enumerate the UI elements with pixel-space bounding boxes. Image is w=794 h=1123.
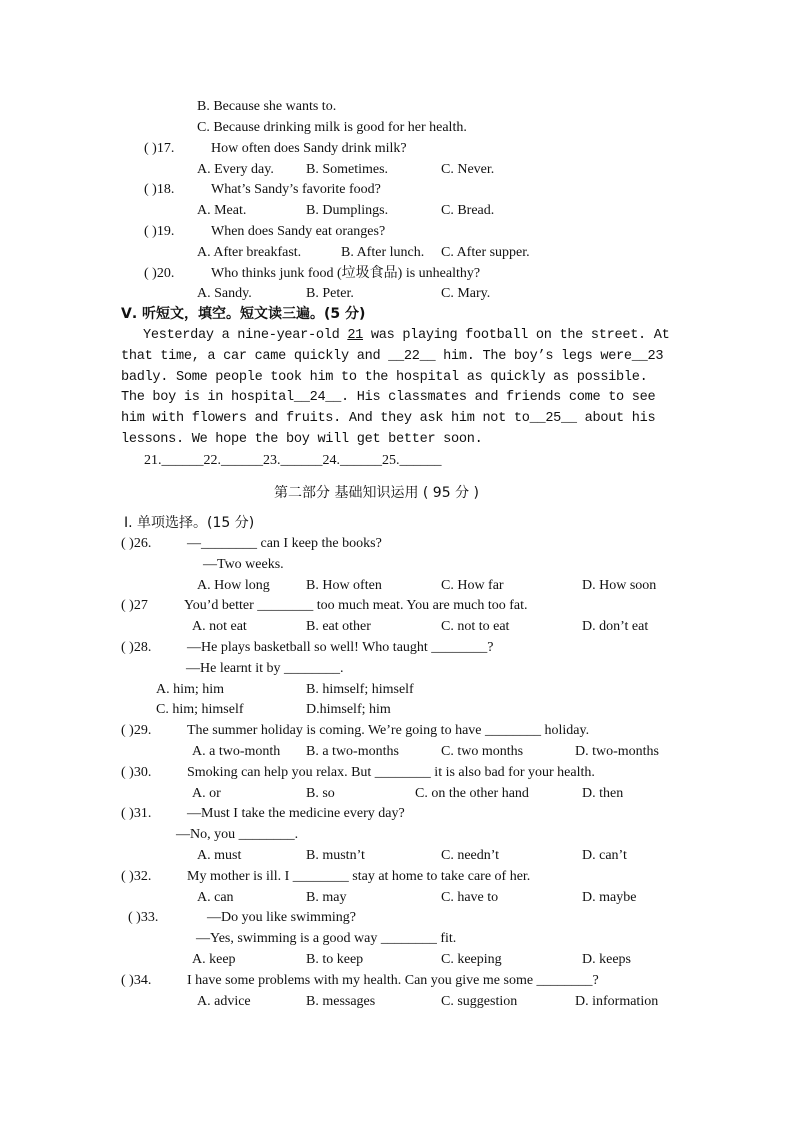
q28-option-c: C. him; himself: [156, 702, 244, 717]
q32-option-a: A. can: [197, 890, 234, 905]
q33-option-c: C. keeping: [441, 952, 502, 967]
q31-option-b: B. mustn’t: [306, 848, 365, 863]
blank-25: __25__: [529, 411, 577, 426]
part-2-title: 第二部分 基础知识运用 ( 95 分 ): [274, 485, 479, 501]
blank-22: __22__: [388, 349, 436, 364]
q19-number: ( )19.: [144, 224, 175, 239]
q17-option-a: A. Every day.: [197, 162, 274, 177]
blank-21: 21: [347, 328, 364, 343]
q34-option-a: A. advice: [197, 994, 251, 1009]
q20-question: Who thinks junk food (垃圾食品) is unhealthy?: [211, 266, 481, 281]
q20-option-c: C. Mary.: [441, 286, 491, 301]
q34-question: I have some problems with my health. Can you give me some ________?: [187, 973, 599, 988]
q31-reply: —No, you ________.: [176, 827, 299, 842]
q27-question: You’d better ________ too much meat. You are much too fat.: [184, 598, 528, 613]
q26-reply: —Two weeks.: [203, 557, 284, 572]
q32-number: ( )32.: [121, 869, 152, 884]
passage-line-6: lessons. We hope the boy will get better soon.: [121, 432, 483, 447]
q17-question: How often does Sandy drink milk?: [211, 141, 407, 156]
section-1-heading: Ⅰ. 单项选择。(15 分): [124, 515, 255, 531]
q27-option-b: B. eat other: [306, 619, 371, 634]
q33-question: —Do you like swimming?: [207, 910, 356, 925]
q30-option-c: C. on the other hand: [415, 786, 529, 801]
q28-option-d: D.himself; him: [306, 702, 391, 717]
q27-number: ( )27: [121, 598, 148, 613]
q28-reply: —He learnt it by ________.: [186, 661, 344, 676]
q18-option-a: A. Meat.: [197, 203, 247, 218]
q33-option-b: B. to keep: [306, 952, 364, 967]
blank-24: __24__: [293, 390, 342, 405]
q29-option-c: C. two months: [441, 744, 524, 759]
section-5-heading: Ⅴ. 听短文，填空。短文读三遍。(5 分): [121, 306, 366, 322]
q28-number: ( )28.: [121, 640, 152, 655]
q32-option-d: D. maybe: [582, 890, 637, 905]
passage-line-1: Yesterday a nine-year-old 21 was playing football on the street. At: [143, 328, 670, 343]
q30-option-d: D. then: [582, 786, 624, 801]
q18-question: What’s Sandy’s favorite food?: [211, 182, 381, 197]
q31-option-a: A. must: [197, 848, 242, 863]
q19-option-a: A. After breakfast.: [197, 245, 302, 260]
q20-option-a: A. Sandy.: [197, 286, 252, 301]
q26-option-a: A. How long: [197, 578, 270, 593]
q18-option-c: C. Bread.: [441, 203, 495, 218]
q26-number: ( )26.: [121, 536, 152, 551]
q28-option-a: A. him; him: [156, 682, 225, 697]
q20-number: ( )20.: [144, 266, 175, 281]
q34-number: ( )34.: [121, 973, 152, 988]
answer-blanks-line: 21.______22.______23.______24.______25.______: [144, 453, 442, 468]
q17-option-c: C. Never.: [441, 162, 495, 177]
q31-question: —Must I take the medicine every day?: [187, 806, 405, 821]
q31-option-c: C. needn’t: [441, 848, 500, 863]
q17-option-b: B. Sometimes.: [306, 162, 389, 177]
q29-option-a: A. a two-month: [192, 744, 281, 759]
q20-option-b: B. Peter.: [306, 286, 354, 301]
q26-option-c: C. How far: [441, 578, 504, 593]
q26-option-d: D. How soon: [582, 578, 657, 593]
q33-option-a: A. keep: [192, 952, 236, 967]
q33-option-d: D. keeps: [582, 952, 631, 967]
passage-line-4: The boy is in hospital__24__. His classmates and friends come to see: [121, 390, 656, 405]
q27-option-c: C. not to eat: [441, 619, 510, 634]
q32-option-c: C. have to: [441, 890, 499, 905]
q31-number: ( )31.: [121, 806, 152, 821]
q29-option-d: D. two-months: [575, 744, 659, 759]
q32-option-b: B. may: [306, 890, 347, 905]
q28-question: —He plays basketball so well! Who taught ________?: [187, 640, 494, 655]
q19-option-b: B. After lunch.: [341, 245, 425, 260]
q29-question: The summer holiday is coming. We’re going to have ________ holiday.: [187, 723, 590, 738]
q30-question: Smoking can help you relax. But ________ it is also bad for your health.: [187, 765, 595, 780]
q19-option-c: C. After supper.: [441, 245, 530, 260]
q26-question: —________ can I keep the books?: [187, 536, 382, 551]
q34-option-c: C. suggestion: [441, 994, 518, 1009]
q28-option-b: B. himself; himself: [306, 682, 414, 697]
q19-question: When does Sandy eat oranges?: [211, 224, 386, 239]
q34-option-b: B. messages: [306, 994, 376, 1009]
blank-23: __23: [631, 349, 664, 364]
passage-line-5: him with flowers and fruits. And they ask him not to__25__ about his: [121, 411, 656, 426]
q33-reply: —Yes, swimming is a good way ________ fit.: [196, 931, 457, 946]
q30-option-b: B. so: [306, 786, 335, 801]
q27-option-a: A. not eat: [192, 619, 247, 634]
passage-line-3: badly. Some people took him to the hospital as quickly as possible.: [121, 370, 648, 385]
q29-option-b: B. a two-months: [306, 744, 399, 759]
q16-option-c: C. Because drinking milk is good for her health.: [197, 120, 467, 135]
q27-option-d: D. don’t eat: [582, 619, 649, 634]
q33-number: ( )33.: [128, 910, 159, 925]
q34-option-d: D. information: [575, 994, 659, 1009]
q30-number: ( )30.: [121, 765, 152, 780]
q18-number: ( )18.: [144, 182, 175, 197]
q29-number: ( )29.: [121, 723, 152, 738]
q18-option-b: B. Dumplings.: [306, 203, 389, 218]
q30-option-a: A. or: [192, 786, 221, 801]
q32-question: My mother is ill. I ________ stay at home to take care of her.: [187, 869, 531, 884]
q16-option-b: B. Because she wants to.: [197, 99, 337, 114]
q26-option-b: B. How often: [306, 578, 382, 593]
passage-line-2: that time, a car came quickly and __22__ him. The boy’s legs were__23: [121, 349, 664, 364]
q17-number: ( )17.: [144, 141, 175, 156]
q31-option-d: D. can’t: [582, 848, 627, 863]
